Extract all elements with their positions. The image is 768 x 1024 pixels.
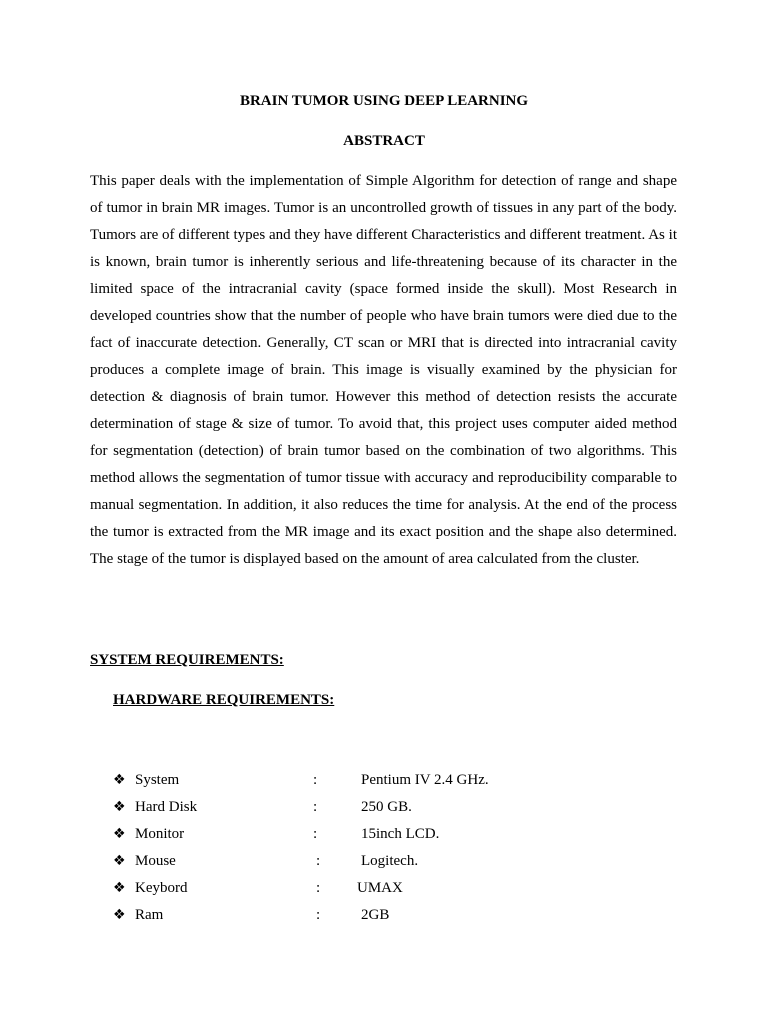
system-requirements-heading: SYSTEM REQUIREMENTS: <box>90 652 284 668</box>
hardware-item-name: Keybord <box>135 880 188 896</box>
hardware-item-name: Hard Disk <box>135 799 198 815</box>
hardware-item-name: Mouse <box>135 853 176 869</box>
diamond-bullet-icon: ❖ <box>113 799 126 815</box>
hardware-requirements-heading: HARDWARE REQUIREMENTS: <box>113 692 335 708</box>
hardware-item-separator: : <box>316 880 321 896</box>
hardware-item-separator: : <box>316 853 321 869</box>
abstract-heading: ABSTRACT <box>343 133 425 149</box>
hardware-item-hard-disk <box>113 795 593 822</box>
hardware-item-separator: : <box>313 772 318 788</box>
hardware-item-value: 2GB <box>361 907 390 923</box>
hardware-item-mouse <box>113 849 593 876</box>
abstract-paragraph: This paper deals with the implementation of Simple Algorithm for detection of range and shape of tumor in brain MR images. Tumor is an uncontrolled growth of tissues in any part of the body. Tumors are of different types and they have different Characteristics and different treatment. As it is known, brain tumor is inherently serious and life-threatening because of its character in the limited space of the intracranial cavity (space formed inside the skull). Most Research in developed countries show that the number of people who have brain tumors were died due to the fact of inaccurate detection. Generally, CT scan or MRI that is directed into intracranial cavity produces a complete image of brain. This image is visually examined by the physician for detection & diagnosis of brain tumor. However this method of detection resists the accurate determination of stage & size of tumor. To avoid that, this project uses computer aided method for segmentation (detection) of brain tumor based on the combination of two algorithms. This method allows the segmentation of tumor tissue with accuracy and reproducibility comparable to manual segmentation. In addition, it also reduces the time for analysis. At the end of the process the tumor is extracted from the MR image and its exact position and the shape also determined. The stage of the tumor is displayed based on the amount of area calculated from the cluster. <box>90 173 677 567</box>
hardware-item-value: Pentium IV 2.4 GHz. <box>361 772 489 788</box>
hardware-item-separator: : <box>316 907 321 923</box>
hardware-item-keyboard <box>113 876 593 903</box>
hardware-item-separator: : <box>313 826 318 842</box>
hardware-item-system <box>113 768 593 795</box>
hardware-item-value: 15inch LCD. <box>361 826 440 842</box>
hardware-item-separator: : <box>313 799 318 815</box>
hardware-item-value: UMAX <box>357 880 403 896</box>
diamond-bullet-icon: ❖ <box>113 853 126 869</box>
hardware-item-value: 250 GB. <box>361 799 412 815</box>
hardware-item-monitor <box>113 822 593 849</box>
hardware-item-ram <box>113 903 593 930</box>
hardware-item-name: System <box>135 772 180 788</box>
hardware-item-name: Monitor <box>135 826 185 842</box>
hardware-requirements-list <box>113 768 593 930</box>
diamond-bullet-icon: ❖ <box>113 772 126 788</box>
diamond-bullet-icon: ❖ <box>113 880 126 896</box>
diamond-bullet-icon: ❖ <box>113 907 126 923</box>
hardware-item-name: Ram <box>135 907 164 923</box>
document-title: BRAIN TUMOR USING DEEP LEARNING <box>239 93 529 109</box>
diamond-bullet-icon: ❖ <box>113 826 126 842</box>
hardware-item-value: Logitech. <box>361 853 419 869</box>
